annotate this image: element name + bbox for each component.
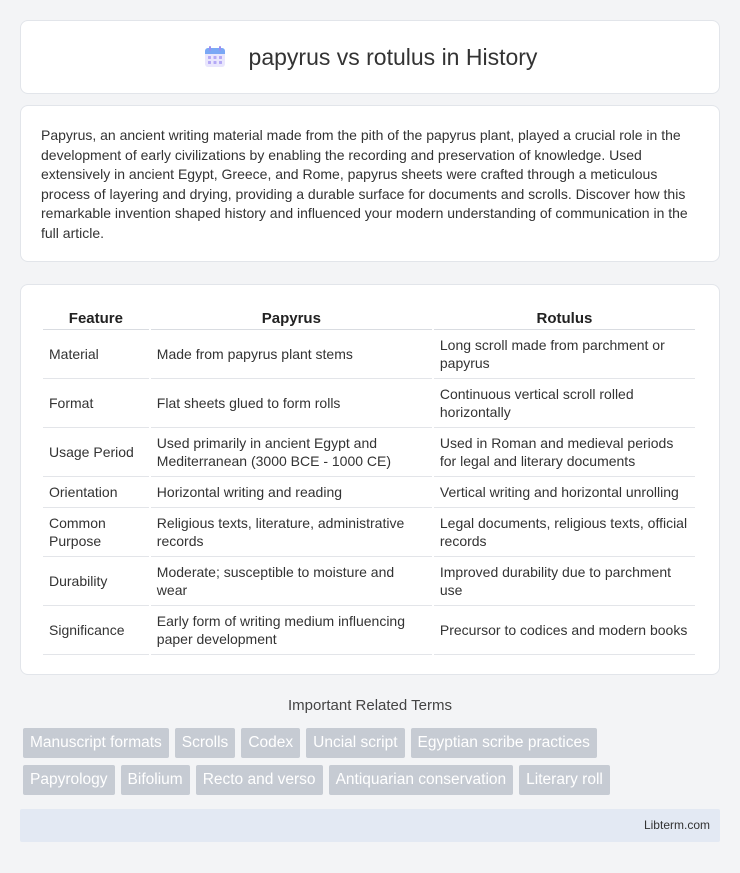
related-terms-title: Important Related Terms: [288, 697, 452, 714]
comparison-table: [41, 305, 697, 655]
cell-rotulus: Long scroll made from parchment or papyrus: [434, 330, 695, 379]
cell-feature: Format: [43, 379, 149, 428]
tag-uncial-script[interactable]: Uncial script: [306, 728, 404, 758]
cell-rotulus: Legal documents, religious texts, official records: [434, 508, 695, 557]
table-row: [43, 379, 695, 428]
cell-papyrus: Used primarily in ancient Egypt and Mediterranean (3000 BCE - 1000 CE): [151, 428, 432, 477]
footer: [20, 809, 720, 842]
tag-scrolls[interactable]: Scrolls: [175, 728, 236, 758]
cell-papyrus: Made from papyrus plant stems: [151, 330, 432, 379]
cell-papyrus: Horizontal writing and reading: [151, 477, 432, 508]
table-header-row: [43, 305, 695, 330]
cell-rotulus: Improved durability due to parchment use: [434, 557, 695, 606]
cell-rotulus: Precursor to codices and modern books: [434, 606, 695, 655]
header-card: [20, 20, 720, 94]
table-row: [43, 606, 695, 655]
cell-feature: Usage Period: [43, 428, 149, 477]
intro-card: [20, 105, 720, 262]
tag-row: [23, 765, 723, 795]
cell-feature: Significance: [43, 606, 149, 655]
table-row: [43, 477, 695, 508]
tag-codex[interactable]: Codex: [241, 728, 300, 758]
header-feature: Feature: [43, 305, 149, 330]
cell-papyrus: Moderate; susceptible to moisture and wear: [151, 557, 432, 606]
tag-egyptian-scribe-practices[interactable]: Egyptian scribe practices: [411, 728, 597, 758]
cell-papyrus: Early form of writing medium influencing paper development: [151, 606, 432, 655]
cell-rotulus: Continuous vertical scroll rolled horizontally: [434, 379, 695, 428]
tag-recto-and-verso[interactable]: Recto and verso: [196, 765, 323, 795]
table-row: [43, 508, 695, 557]
cell-feature: Durability: [43, 557, 149, 606]
intro-paragraph: Papyrus, an ancient writing material made from the pith of the papyrus plant, played a crucial role in the development of early civilizations by enabling the recording and preservation of knowledge. Used extensively in ancient Egypt, Greece, and Rome, papyrus sheets were crafted through a meticulous process of layering and drying, providing a durable surface for documents and scrolls. Discover how this remarkable invention shaped history and influenced your modern understanding of communication in the full article.: [41, 127, 688, 241]
cell-feature: Orientation: [43, 477, 149, 508]
cell-papyrus: Flat sheets glued to form rolls: [151, 379, 432, 428]
cell-papyrus: Religious texts, literature, administrative records: [151, 508, 432, 557]
table-row: [43, 330, 695, 379]
tag-literary-roll[interactable]: Literary roll: [519, 765, 610, 795]
footer-site-link[interactable]: Libterm.com: [643, 818, 710, 832]
cell-feature: Material: [43, 330, 149, 379]
tag-bifolium[interactable]: Bifolium: [121, 765, 190, 795]
table-row: [43, 428, 695, 477]
header-rotulus: Rotulus: [434, 305, 695, 330]
page-title: papyrus vs rotulus in History: [248, 43, 538, 70]
cell-rotulus: Used in Roman and medieval periods for legal and literary documents: [434, 428, 695, 477]
header-papyrus: Papyrus: [151, 305, 432, 330]
tag-manuscript-formats[interactable]: Manuscript formats: [23, 728, 169, 758]
comparison-table-card: [20, 284, 720, 675]
tag-papyrology[interactable]: Papyrology: [23, 765, 115, 795]
table-row: [43, 557, 695, 606]
cell-feature: Common Purpose: [43, 508, 149, 557]
related-terms-tags: [23, 728, 723, 802]
tag-row: [23, 728, 723, 758]
cell-rotulus: Vertical writing and horizontal unrolling: [434, 477, 695, 508]
tag-antiquarian-conservation[interactable]: Antiquarian conservation: [329, 765, 514, 795]
calendar-icon: [203, 45, 227, 69]
